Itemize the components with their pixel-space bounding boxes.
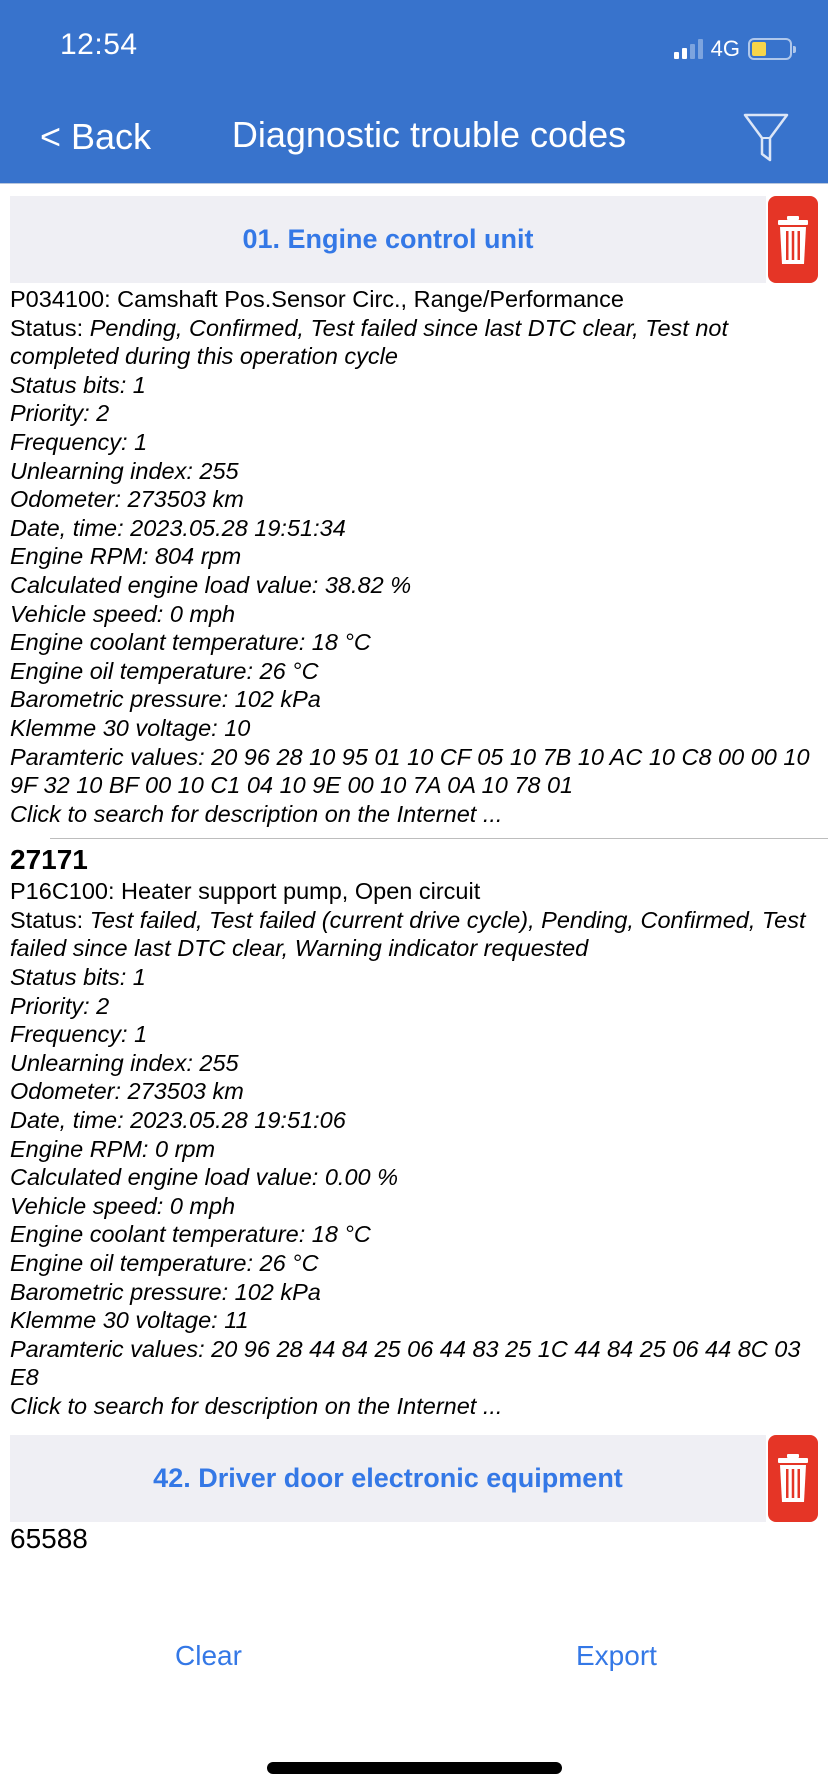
home-indicator[interactable] (267, 1762, 562, 1774)
dtc-code: P034100: Camshaft Pos.Sensor Circ., Range/Performance (10, 286, 624, 312)
dtc-id: 27171 (10, 844, 88, 876)
detail-oil-temp: Engine oil temperature: 26 °C (10, 1250, 319, 1276)
battery-icon (748, 38, 792, 60)
detail-engine-rpm: Engine RPM: 804 rpm (10, 543, 242, 570)
bottom-toolbar (0, 1590, 828, 1720)
section-header-driver-door[interactable] (10, 1435, 766, 1522)
page-title: Diagnostic trouble codes (231, 114, 627, 155)
detail-klemme-voltage: Klemme 30 voltage: 10 (10, 714, 251, 741)
detail-odometer: Odometer: 273503 km (10, 1078, 244, 1105)
clear-button[interactable]: Clear (175, 1640, 242, 1671)
filter-button[interactable] (742, 112, 790, 164)
detail-frequency: Frequency: 1 (10, 428, 148, 455)
detail-engine-load: Calculated engine load value: 0.00 % (10, 1164, 399, 1191)
search-description-link[interactable]: Click to search for description on the Internet ... (10, 1392, 503, 1419)
dtc-code: P16C100: Heater support pump, Open circuit (10, 878, 481, 905)
section-header-engine[interactable] (10, 196, 766, 283)
detail-parametric-values: Paramteric values: 20 96 28 10 95 01 10 CF 05 10 7B 10 AC 10 C8 00 00 10 9F 32 10 BF 00 10 C1 04 10 9E 00 10 7A 0A 10 78 01 (10, 743, 810, 799)
detail-priority: Priority: 2 (10, 400, 110, 427)
detail-unlearning-index: Unlearning index: 255 (10, 457, 239, 484)
dtc-list[interactable] (0, 185, 828, 1590)
signal-icon (674, 39, 703, 59)
filter-icon (742, 112, 790, 164)
back-button[interactable]: < Back (40, 116, 152, 157)
dtc-status: Status: Test failed, Test failed (current drive cycle), Pending, Confirmed, Test failed since last DTC clear, Warning indicator requested (10, 906, 806, 962)
detail-unlearning-index: Unlearning index: 255 (10, 1049, 239, 1076)
search-description-link[interactable]: Click to search for description on the Internet ... (10, 800, 503, 827)
export-button[interactable]: Export (576, 1640, 657, 1671)
detail-date-time: Date, time: 2023.05.28 19:51:34 (10, 514, 346, 541)
detail-odometer: Odometer: 273503 km (10, 486, 244, 513)
detail-frequency: Frequency: 1 (10, 1021, 148, 1048)
dtc-separator (50, 838, 828, 839)
detail-oil-temp: Engine oil temperature: 26 °C (10, 657, 319, 684)
status-indicators (674, 36, 792, 62)
header-bar (0, 0, 828, 184)
network-type: 4G (710, 36, 740, 61)
delete-section-button[interactable] (768, 196, 818, 283)
detail-barometric-pressure: Barometric pressure: 102 kPa (10, 1278, 321, 1305)
section-title: 01. Engine control unit (242, 224, 534, 254)
trash-icon (777, 214, 809, 266)
detail-klemme-voltage: Klemme 30 voltage: 11 (10, 1307, 249, 1334)
detail-coolant-temp: Engine coolant temperature: 18 °C (10, 1221, 371, 1248)
dtc-status: Status: Pending, Confirmed, Test failed since last DTC clear, Test not completed during this operation cycle (10, 314, 728, 370)
detail-engine-rpm: Engine RPM: 0 rpm (10, 1135, 216, 1162)
dtc-id: 65588 (10, 1522, 88, 1554)
section-title: 42. Driver door electronic equipment (153, 1462, 623, 1493)
detail-priority: Priority: 2 (10, 992, 110, 1019)
detail-vehicle-speed: Vehicle speed: 0 mph (10, 1192, 236, 1219)
detail-barometric-pressure: Barometric pressure: 102 kPa (10, 686, 321, 713)
detail-engine-load: Calculated engine load value: 38.82 % (10, 571, 412, 598)
trash-icon (777, 1452, 809, 1504)
status-time: 12:54 (60, 28, 138, 61)
detail-status-bits: Status bits: 1 (10, 964, 146, 991)
delete-section-button[interactable] (768, 1435, 818, 1522)
dtc-entry[interactable] (0, 877, 828, 1420)
detail-coolant-temp: Engine coolant temperature: 18 °C (10, 629, 371, 656)
dtc-entry[interactable] (0, 283, 828, 828)
detail-parametric-values: Paramteric values: 20 96 28 44 84 25 06 44 83 25 1C 44 84 25 06 44 8C 03 E8 (10, 1335, 801, 1391)
detail-status-bits: Status bits: 1 (10, 371, 146, 398)
detail-vehicle-speed: Vehicle speed: 0 mph (10, 600, 236, 627)
detail-date-time: Date, time: 2023.05.28 19:51:06 (10, 1107, 346, 1134)
